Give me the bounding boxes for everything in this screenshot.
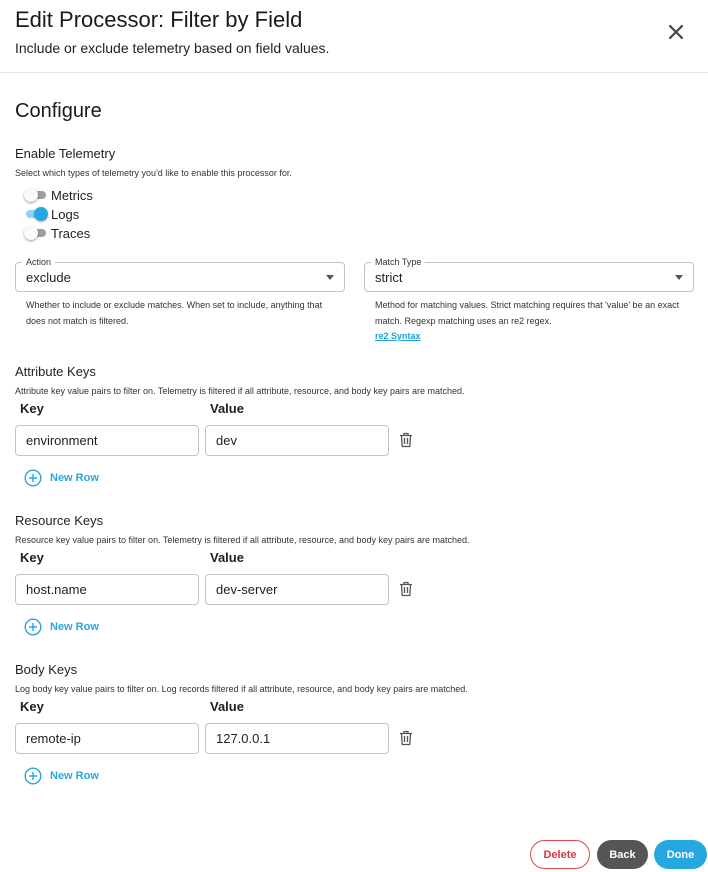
chevron-down-icon <box>675 275 683 280</box>
resource-value-input[interactable]: dev-server <box>205 574 389 605</box>
toggle-row-traces <box>24 224 90 242</box>
add-circle-icon <box>24 469 42 487</box>
logs-toggle-label: Logs <box>51 206 80 222</box>
action-legend: Action <box>22 257 55 267</box>
body-keys-helper: Log body key value pairs to filter on. Log records filtered if all attribute, resource, and body key pairs are matched. <box>15 684 468 694</box>
body-value-header: Value <box>210 699 244 714</box>
attribute-keys-label: Attribute Keys <box>15 364 96 379</box>
resource-key-header: Key <box>20 550 44 565</box>
body-value-input[interactable]: 127.0.0.1 <box>205 723 389 754</box>
resource-keys-label: Resource Keys <box>15 513 104 528</box>
action-select[interactable] <box>15 257 345 292</box>
resource-value-header: Value <box>210 550 244 565</box>
body-new-row-label: New Row <box>50 770 99 782</box>
toggle-row-metrics <box>24 186 93 204</box>
dialog-header <box>0 0 708 73</box>
body-key-input[interactable]: remote-ip <box>15 723 199 754</box>
match-type-help: Method for matching values. Strict matching requires that 'value' be an exact match. Regexp matching uses an re2 regex. <box>375 300 680 326</box>
resource-keys-helper: Resource key value pairs to filter on. Telemetry is filtered if all attribute, resource, and body key pairs are matched. <box>15 535 470 545</box>
resource-new-row-label: New Row <box>50 621 99 633</box>
attribute-new-row-button[interactable] <box>24 469 99 487</box>
body-keys-label: Body Keys <box>15 662 78 677</box>
trash-icon[interactable] <box>399 581 413 597</box>
chevron-down-icon <box>326 275 334 280</box>
attribute-key-header: Key <box>20 401 44 416</box>
toggle-row-logs <box>24 205 79 223</box>
traces-toggle-label: Traces <box>51 225 91 241</box>
close-icon[interactable] <box>664 20 688 44</box>
body-key-header: Key <box>20 699 44 714</box>
add-circle-icon <box>24 767 42 785</box>
resource-key-input[interactable]: host.name <box>15 574 199 605</box>
back-button[interactable]: Back <box>597 840 648 869</box>
attribute-keys-helper: Attribute key value pairs to filter on. Telemetry is filtered if all attribute, resource, and body key pairs are matched. <box>15 386 465 396</box>
attribute-value-input[interactable]: dev <box>205 425 389 456</box>
action-help: Whether to include or exclude matches. When set to include, anything that does not match is filtered. <box>26 300 323 326</box>
metrics-toggle[interactable] <box>24 188 48 202</box>
body-new-row-button[interactable] <box>24 767 99 785</box>
match-type-select[interactable] <box>364 257 694 292</box>
re2-syntax-link[interactable]: re2 Syntax <box>375 331 421 341</box>
done-button[interactable]: Done <box>654 840 707 869</box>
traces-toggle[interactable] <box>24 226 48 240</box>
enable-telemetry-label: Enable Telemetry <box>15 146 116 161</box>
logs-toggle[interactable] <box>24 207 48 221</box>
match-type-legend: Match Type <box>371 257 425 267</box>
configure-heading: Configure <box>15 100 102 122</box>
dialog-subtitle: Include or exclude telemetry based on field values. <box>15 40 330 56</box>
enable-telemetry-helper: Select which types of telemetry you'd like to enable this processor for. <box>15 168 292 178</box>
trash-icon[interactable] <box>399 432 413 448</box>
attribute-key-input[interactable]: environment <box>15 425 199 456</box>
attribute-value-header: Value <box>210 401 244 416</box>
add-circle-icon <box>24 618 42 636</box>
metrics-toggle-label: Metrics <box>51 187 93 203</box>
dialog-title: Edit Processor: Filter by Field <box>15 7 303 32</box>
resource-new-row-button[interactable] <box>24 618 99 636</box>
action-value: exclude <box>26 270 71 285</box>
trash-icon[interactable] <box>399 730 413 746</box>
delete-button[interactable]: Delete <box>530 840 590 869</box>
attribute-new-row-label: New Row <box>50 472 99 484</box>
match-type-value: strict <box>375 270 403 285</box>
